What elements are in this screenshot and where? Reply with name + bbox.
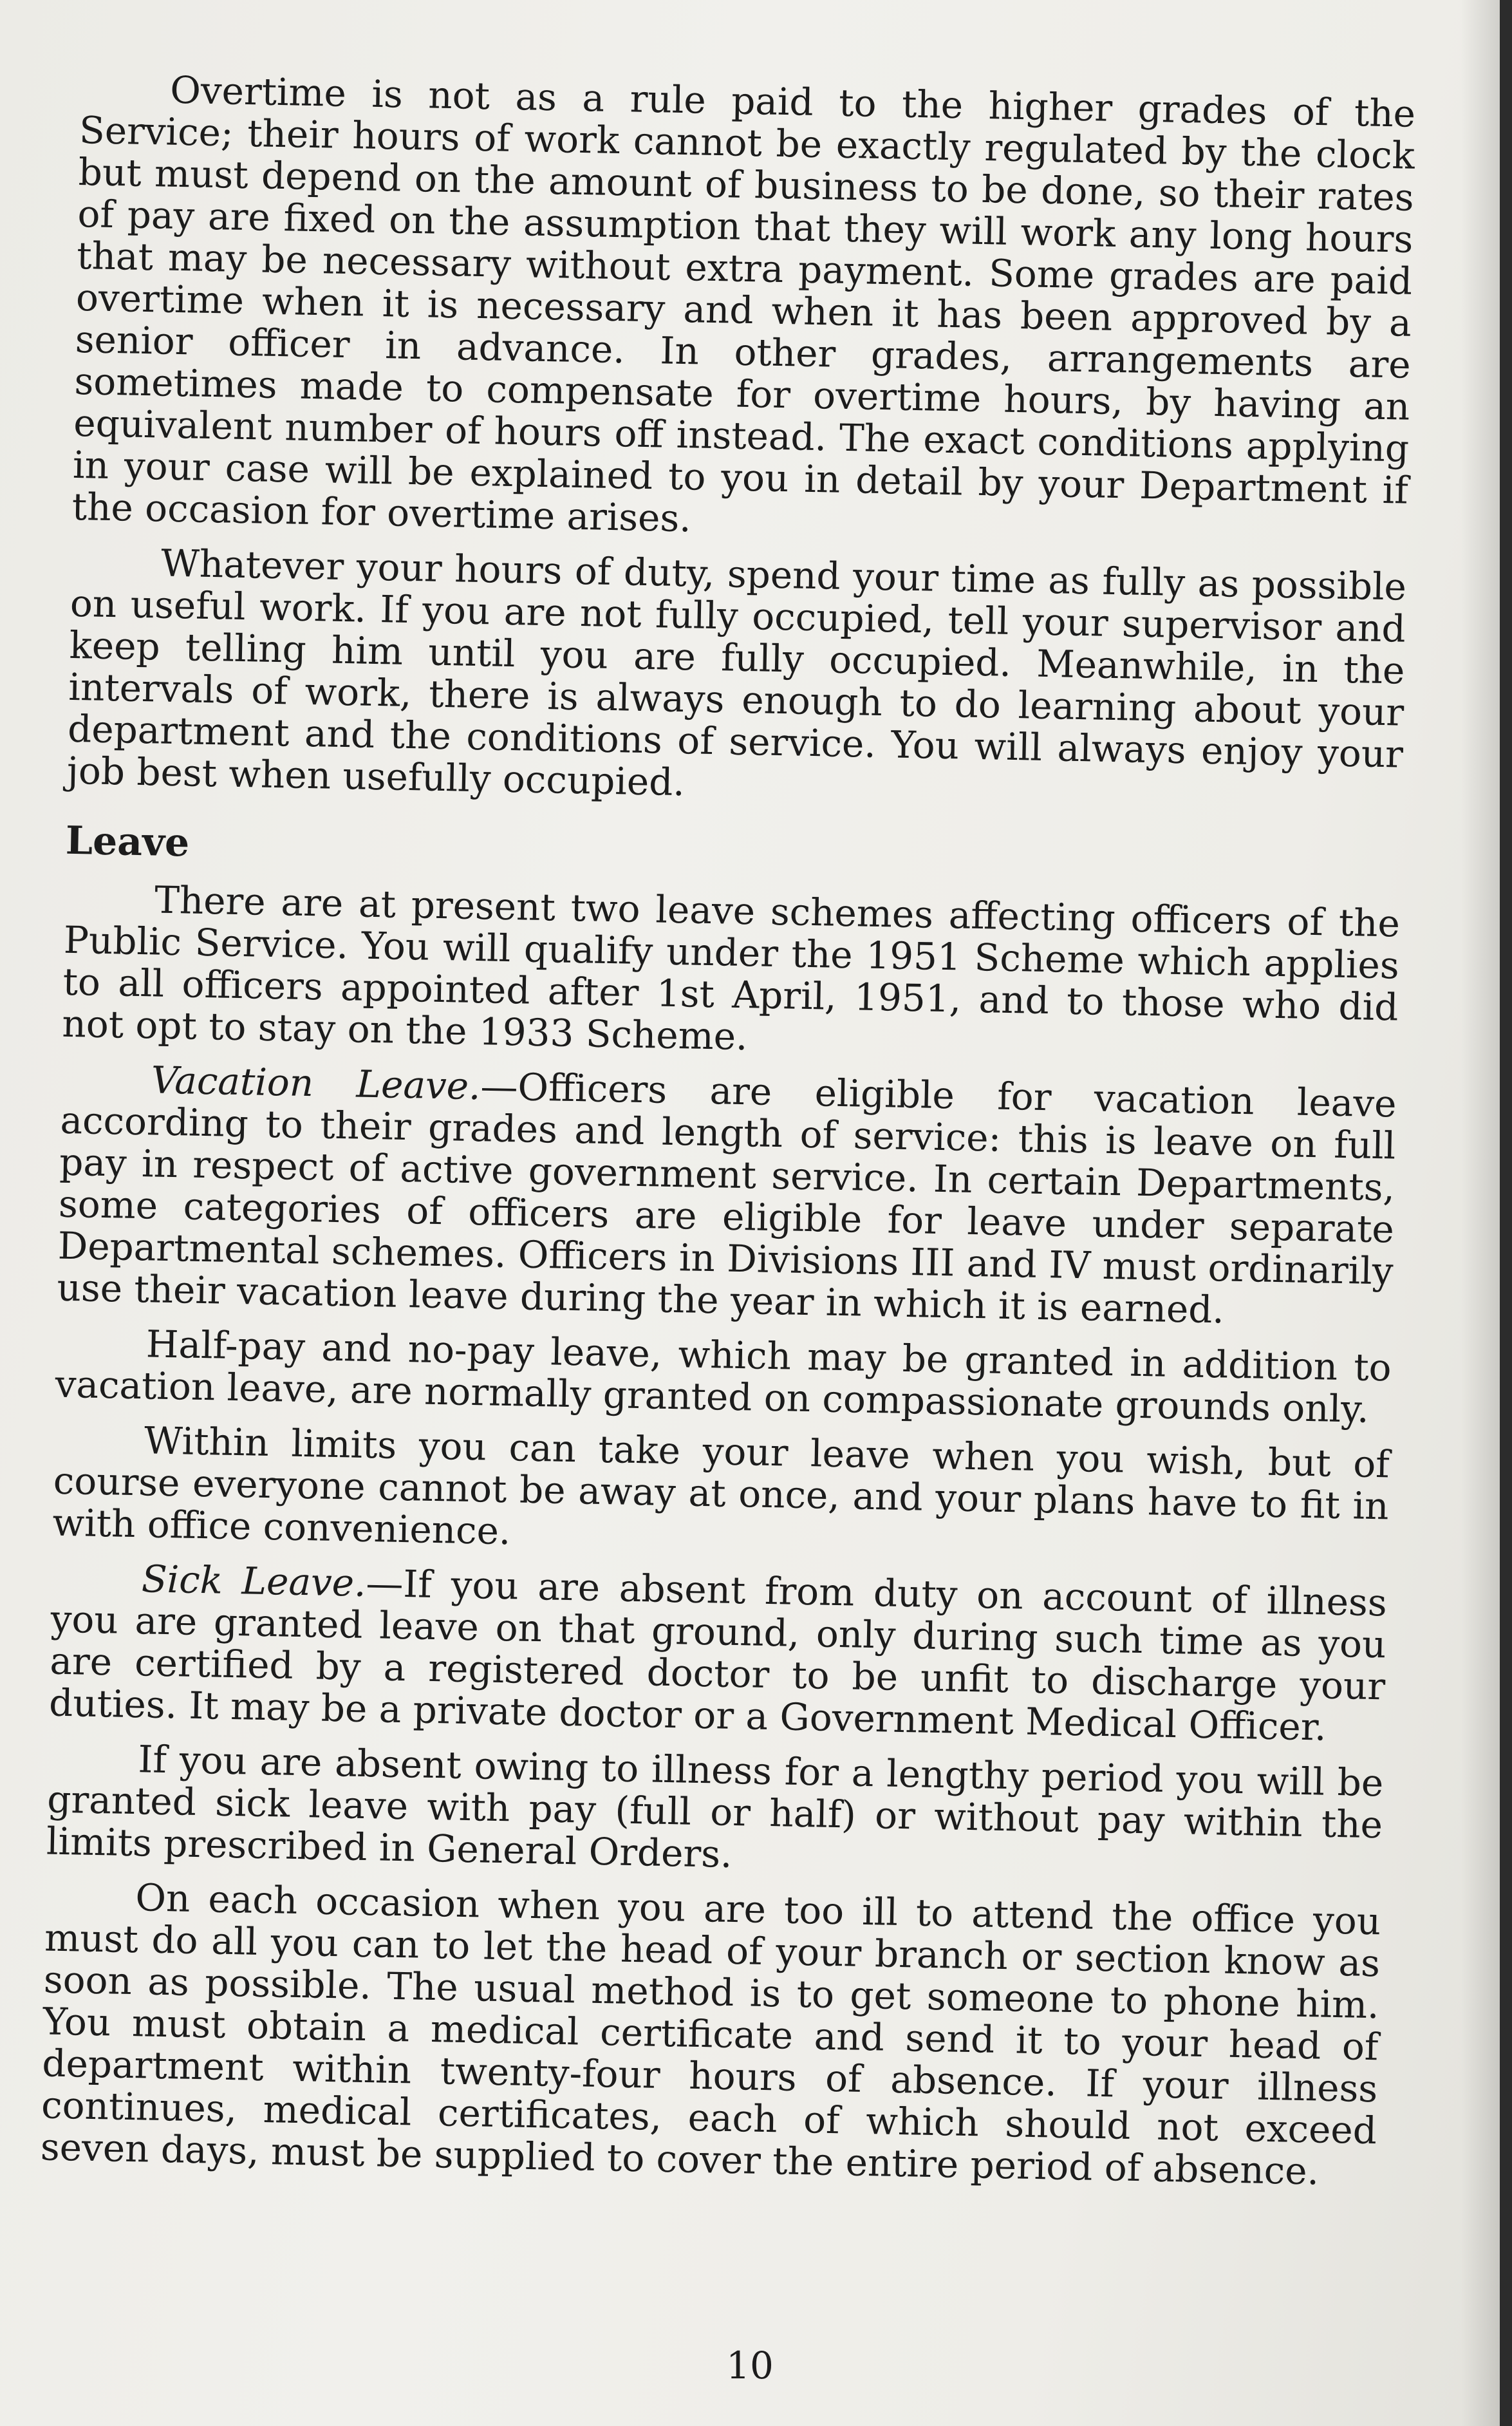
leave-heading: Leave [65, 818, 190, 866]
overtime-paragraph: Overtime is not as a rule paid to the higher grades of the Service; their hours of work cannot be exactly regulated by the clock but must depend on the amount of business to be done, so their rates of pay are fixed on the assumption that they will work any long hours that may be necessary without extra payment. Some grades are paid overtime when it is necessary and when it has been approved by a senior officer in advance. In other grades, arrangements are sometimes made to compensate for overtime hours, by having an equivalent number of hours off instead. The exact conditions applying in your case will be explained to you in detail by your Department if the occasion for overtime arises. [71, 68, 1416, 541]
leave-intro-paragraph: There are at present two leave schemes affecting officers of the Public Service. You will qualify under the 1951 Scheme which applies to all officers appointed after 1st April, 1951, and to those who did not opt to stay on the 1933 Scheme. [61, 878, 1401, 1059]
sick-leave-lead: Sick Leave. [141, 1557, 367, 1605]
sick-leave-text: —If you are absent from duty on account of illness you are granted leave on that ground, only during such time as you are certified by a registered doctor to be unfit to discharge your duties. It may be a private doctor or a Government Medical Officer. [48, 1561, 1388, 1749]
vacation-leave-paragraph [57, 1058, 1397, 1335]
sick-leave-paragraph [49, 1557, 1388, 1750]
each-occasion-paragraph: On each occasion when you are too ill to attend the office you must do all you can to let the head of your branch or section know as soon as possible. The usual method is to get someone to phone him. You must obtain a medical certificate and send it to your head of department within twenty-four hours of absence. If your illness continues, medical certificates, each of which should not exceed seven days, must be supplied to cover the entire period of absence. [40, 1876, 1381, 2194]
page-body [40, 68, 1416, 2206]
vacation-leave-text: —Officers are eligible for vacation leave according to their grades and length of service: this is leave on full pay in respect of active government service. In certain Departments, some categories of officers are eligible for leave under separate Departmental schemes. Officers in Divisions III and IV must ordinarily use their vacation leave during the year in which it is earned. [56, 1064, 1397, 1332]
vacation-leave-lead: Vacation Leave. [151, 1058, 481, 1109]
leave-limits-paragraph: Within limits you can take your leave when you wish, but of course everyone cannot be away at once, and your plans have to fit in with office convenience. [51, 1418, 1390, 1554]
page-number: 10 [726, 2344, 774, 2387]
spine-shadow [1461, 0, 1500, 2426]
lengthy-illness-paragraph: If you are absent owing to illness for a lengthy period you will be granted sick leave with pay (full or half) or without pay within the limits prescribed in General Orders. [46, 1737, 1384, 1876]
hours-of-duty-paragraph: Whatever your hours of duty, spend your time as fully as possible on useful work. If you are not fully occupied, tell your supervisor and keep telling him until you are fully occupied. Meanwhile, in the intervals of work, there is always enough to do learning about your department and the conditions of service. You will always enjoy your job best when usefully occupied. [66, 541, 1407, 805]
halfpay-paragraph: Half-pay and no-pay leave, which may be granted in addition to vacation leave, are normally granted on compassionate grounds only. [55, 1322, 1392, 1431]
